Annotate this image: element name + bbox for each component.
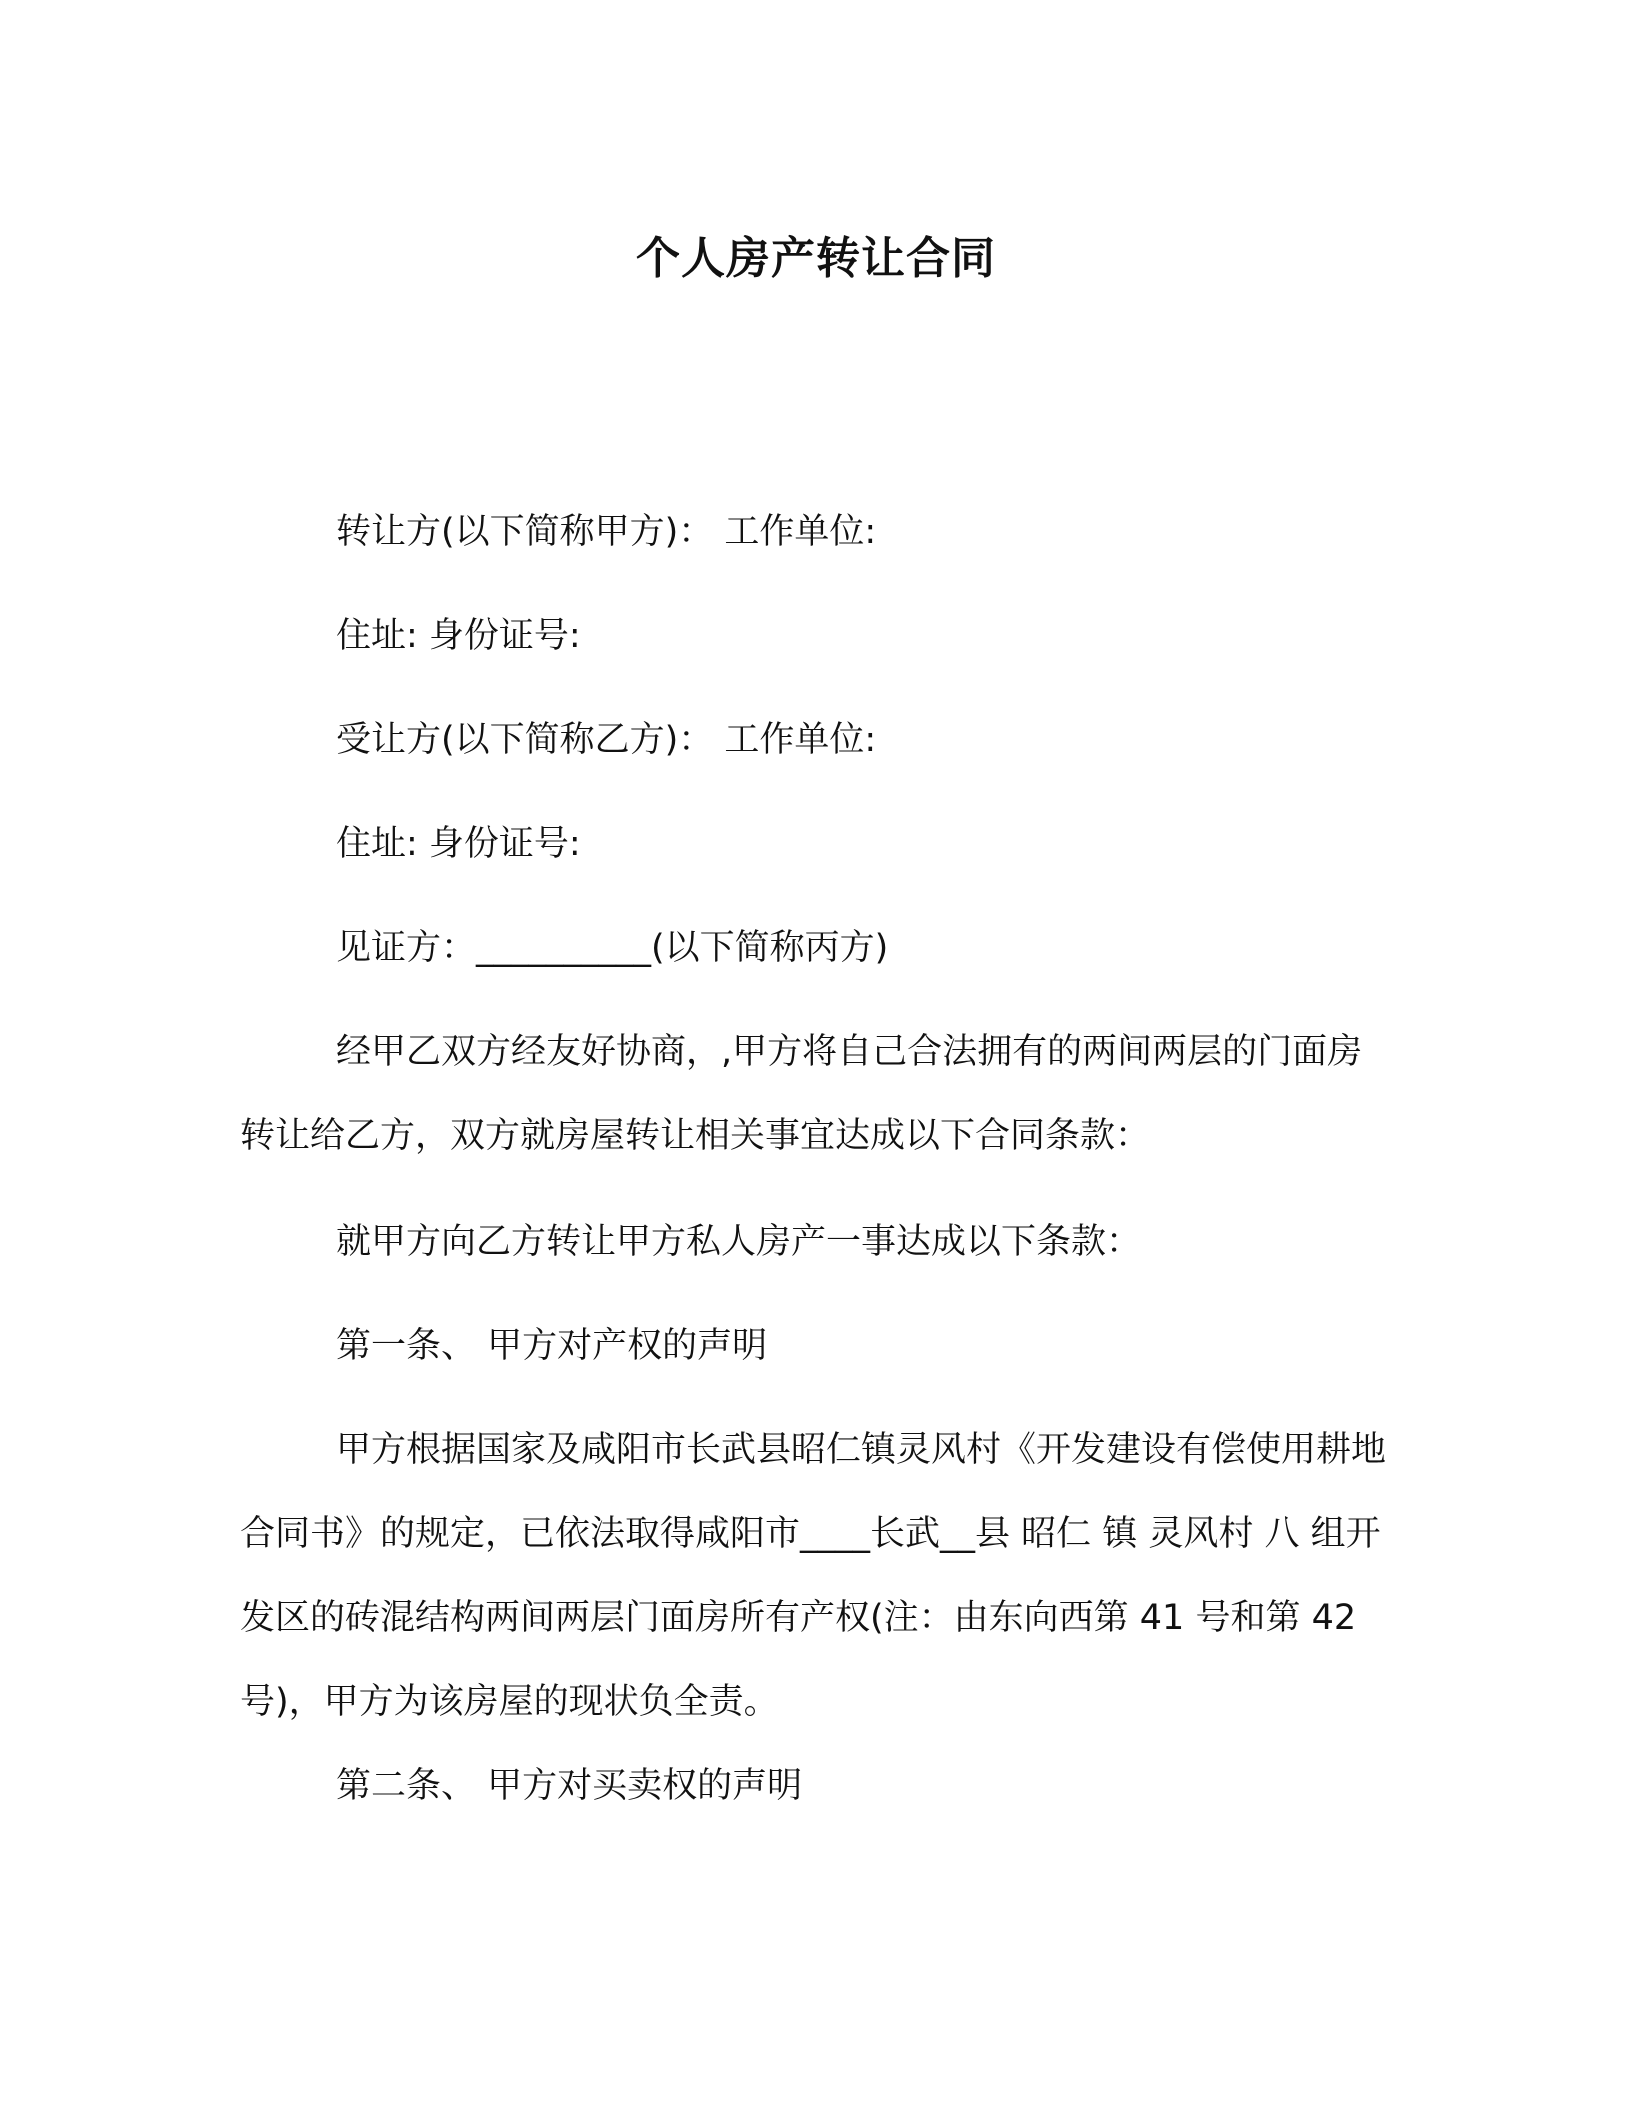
transferor-line: 转让方(以下简称甲方)： 工作单位: (336, 512, 877, 552)
document-title: 个人房产转让合同 (636, 233, 996, 284)
witness-line: 见证方：__________(以下简称丙方) (336, 928, 889, 968)
article1-body: 甲方根据国家及咸阳市长武县昭仁镇灵风村《开发建设有偿使用耕地合同书》的规定，已依法取得咸阳市____长武__县 昭仁 镇 灵风村 八 组开发区的砖混结构两间两层门面房所有产权(注：由东向西第 41 号和第 42 号)，甲方为该房屋的现状负全责。 (240, 1430, 1387, 1722)
intro-paragraph: 经甲乙双方经友好协商，,甲方将自己合法拥有的两间两层的门面房转让给乙方，双方就房屋转让相关事宜达成以下合同条款： (240, 1032, 1363, 1156)
transferor-address-line: 住址: 身份证号: (336, 616, 581, 656)
article1-heading: 第一条、 甲方对产权的声明 (336, 1326, 768, 1366)
agreement-paragraph: 就甲方向乙方转让甲方私人房产一事达成以下条款： (336, 1222, 1142, 1262)
transferee-address-line: 住址: 身份证号: (336, 824, 581, 864)
article2-heading: 第二条、 甲方对买卖权的声明 (336, 1766, 803, 1806)
transferee-line: 受让方(以下简称乙方)： 工作单位: (336, 720, 877, 760)
